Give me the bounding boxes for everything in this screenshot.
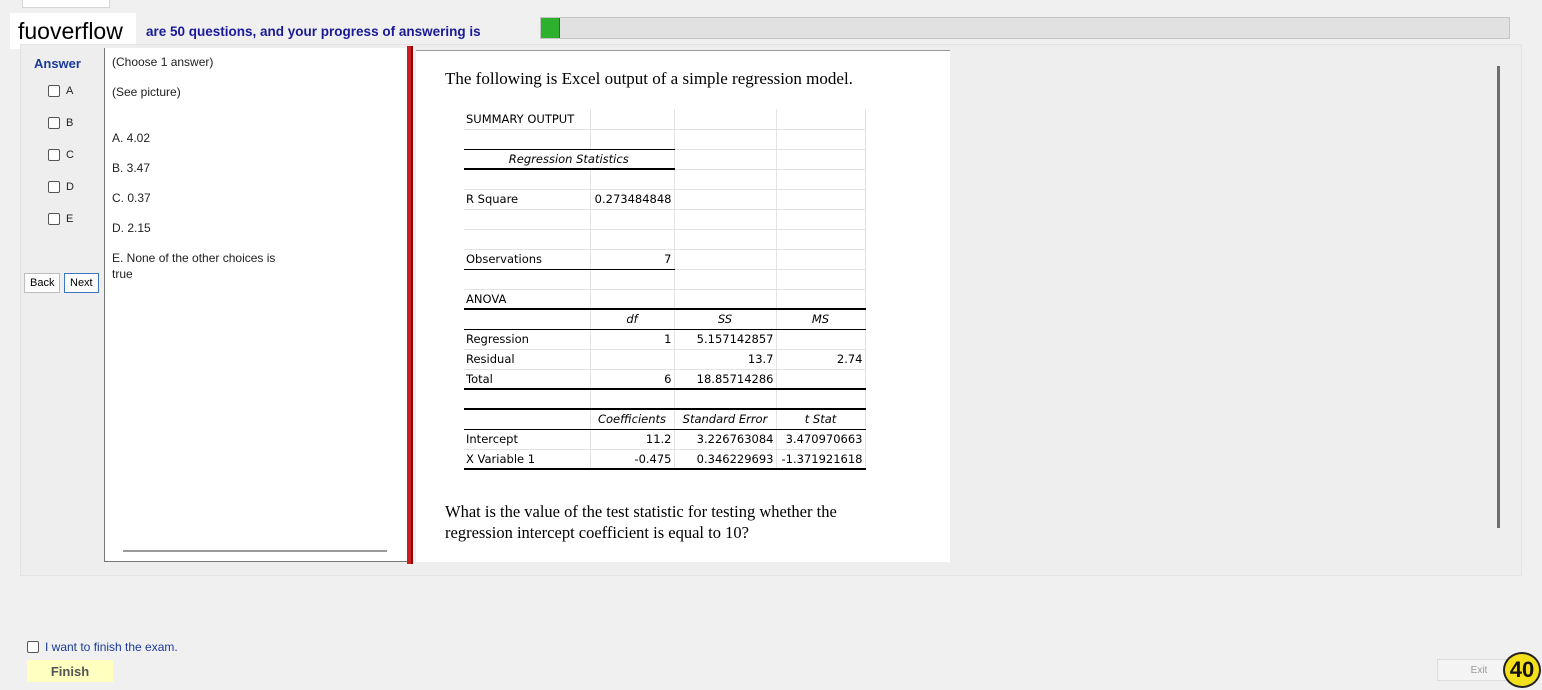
progress-bar: [540, 17, 1510, 39]
table-row: Total 6 18.85714286: [464, 369, 865, 389]
finish-exam-label: I want to finish the exam.: [45, 640, 178, 654]
see-picture-note: (See picture): [112, 85, 181, 99]
pane-splitter[interactable]: [407, 46, 413, 564]
choice-b: B. 3.47: [112, 161, 151, 175]
option-a[interactable]: [48, 83, 73, 99]
option-e-label: E: [66, 213, 74, 225]
anova-header-df: df: [590, 309, 674, 329]
option-c[interactable]: [48, 147, 74, 163]
coef-header-coefficients: Coefficients: [590, 409, 674, 429]
table-row: [464, 109, 865, 129]
window-tab: [22, 0, 110, 8]
table-row: [464, 389, 865, 409]
coef-header-t-stat: t Stat: [776, 409, 865, 429]
next-button[interactable]: Next: [64, 273, 99, 293]
observations-label: Observations: [464, 249, 590, 269]
finish-button[interactable]: Finish: [27, 660, 113, 682]
table-row: X Variable 1 -0.475 0.346229693 -1.371921618: [464, 449, 865, 469]
regression-stats-header: Regression Statistics: [464, 149, 674, 169]
option-d-checkbox[interactable]: [48, 181, 60, 193]
progress-bar-fill: [541, 18, 560, 38]
summary-title: SUMMARY OUTPUT: [464, 109, 590, 129]
choice-c: C. 0.37: [112, 191, 151, 205]
observations-value: 7: [590, 249, 674, 269]
question-text: What is the value of the test statistic for testing whether the regression intercept coefficient is equal to 10?: [445, 502, 837, 542]
regression-output-table: [464, 109, 866, 470]
table-row: [464, 169, 865, 189]
table-row: [464, 309, 865, 329]
table-row: [464, 289, 865, 309]
choices-pane: [104, 48, 408, 562]
exit-button[interactable]: Exit: [1437, 659, 1521, 681]
option-c-label: C: [66, 149, 74, 161]
table-row: [464, 249, 865, 269]
choice-e: E. None of the other choices is true: [112, 251, 276, 281]
table-row: [464, 149, 865, 169]
table-row: Intercept 11.2 3.226763084 3.470970663: [464, 429, 865, 449]
vertical-scrollbar[interactable]: [1497, 66, 1500, 528]
anova-header-ms: MS: [776, 309, 865, 329]
table-row: [464, 189, 865, 209]
option-b-label: B: [66, 117, 74, 129]
option-e[interactable]: [48, 211, 73, 227]
choice-a: A. 4.02: [112, 131, 151, 145]
choice-d: D. 2.15: [112, 221, 151, 235]
option-e-checkbox[interactable]: [48, 213, 60, 225]
back-button[interactable]: Back: [24, 273, 60, 293]
r-square-label: R Square: [464, 189, 590, 209]
answer-title: Answer: [34, 56, 81, 71]
question-pane: [416, 50, 950, 562]
anova-title: ANOVA: [464, 289, 590, 309]
anova-header-ss: SS: [674, 309, 776, 329]
option-d-label: D: [66, 181, 74, 193]
logo: fuoverflow: [10, 13, 136, 49]
watermark-badge: 40: [1503, 652, 1541, 688]
coef-header-std-error: Standard Error: [674, 409, 776, 429]
table-row: [464, 409, 865, 429]
option-b[interactable]: [48, 115, 73, 131]
option-d[interactable]: [48, 179, 74, 195]
table-row: [464, 129, 865, 149]
horizontal-scrollbar[interactable]: [123, 550, 387, 552]
choose-instruction: (Choose 1 answer): [112, 55, 214, 69]
table-row: [464, 209, 865, 229]
finish-exam-checkbox[interactable]: [27, 641, 39, 653]
finish-exam-checkbox-row[interactable]: [27, 640, 178, 654]
option-c-checkbox[interactable]: [48, 149, 60, 161]
table-row: Residual 13.7 2.74: [464, 349, 865, 369]
option-a-checkbox[interactable]: [48, 85, 60, 97]
table-row: [464, 229, 865, 249]
table-row: Regression 1 5.157142857: [464, 329, 865, 349]
option-b-checkbox[interactable]: [48, 117, 60, 129]
option-a-label: A: [66, 85, 74, 97]
question-intro: The following is Excel output of a simple regression model.: [445, 69, 853, 88]
r-square-value: 0.273484848: [590, 189, 674, 209]
table-row: [464, 269, 865, 289]
progress-caption: are 50 questions, and your progress of answering is: [146, 24, 481, 39]
